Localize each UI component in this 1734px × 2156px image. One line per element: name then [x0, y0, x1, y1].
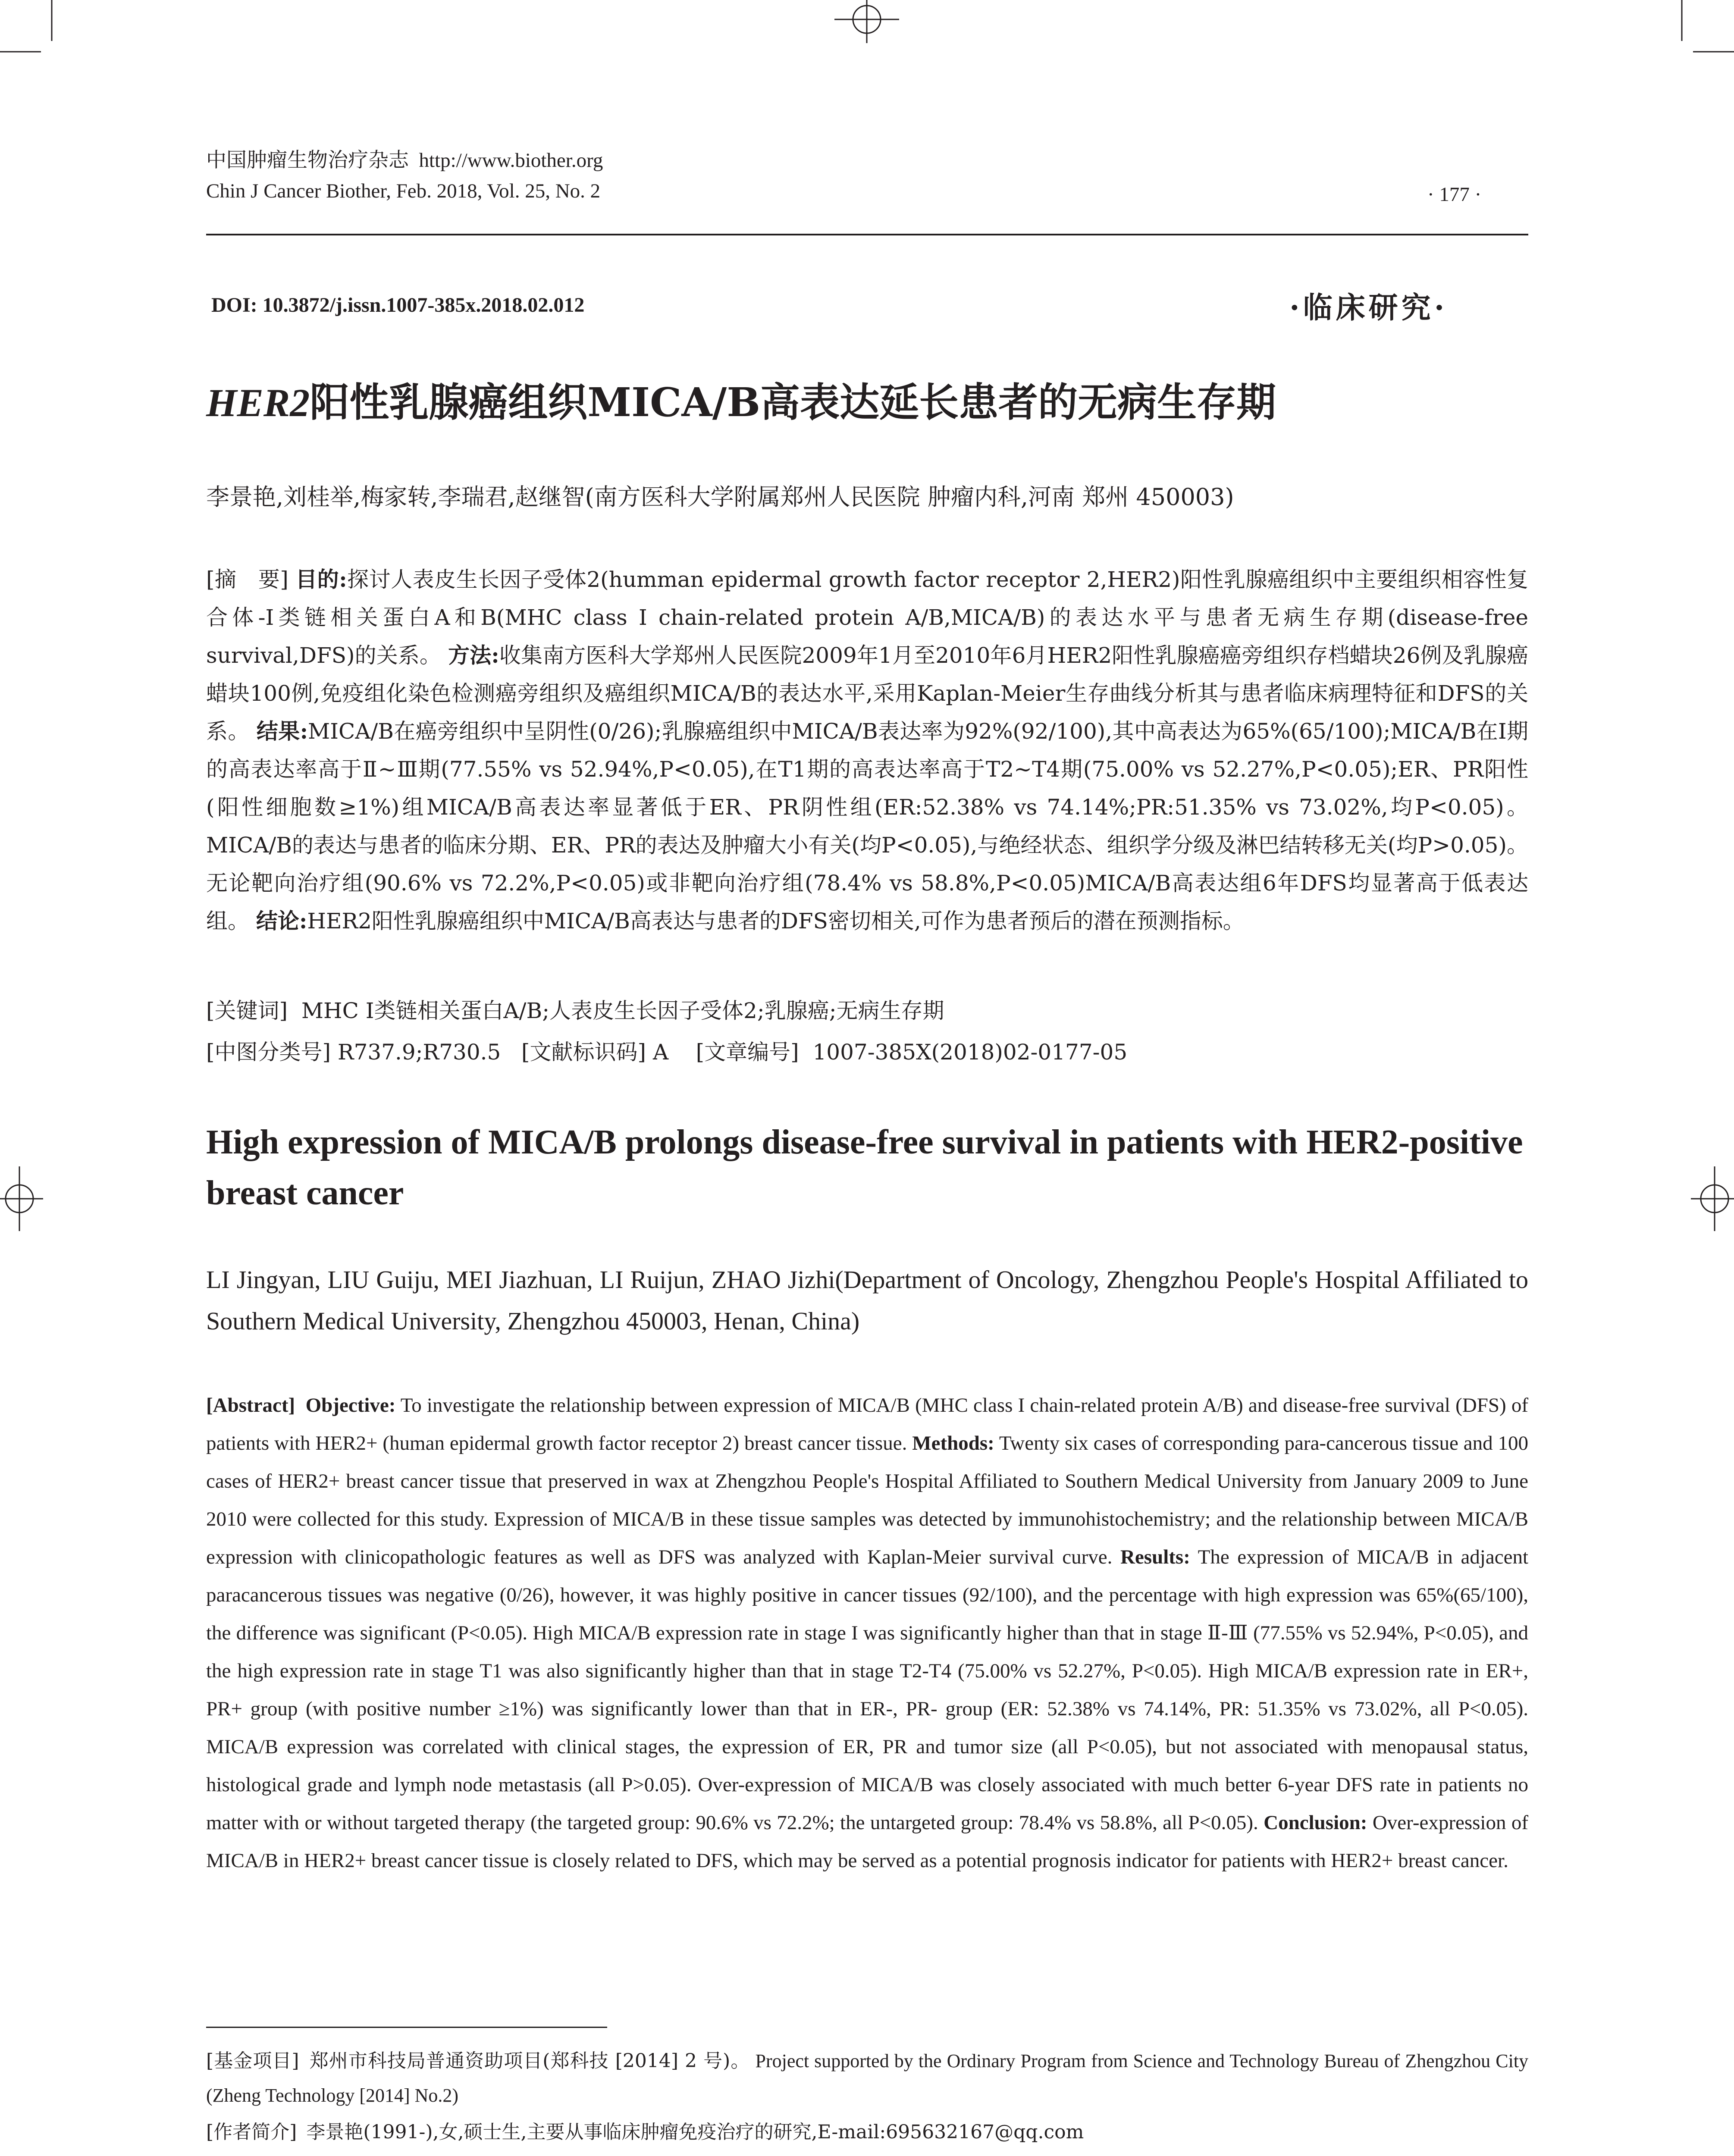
clc-label: [中图分类号] [206, 1040, 331, 1065]
en-methods: Twenty six cases of corresponding para-cancerous tissue and 100 cases of HER2+ breast cancer tissue that preserved in wax at Zhengzhou People's Hospital Affiliated to Southern Medical University from January 2009 to June 2010 were collected for this study. Expression of MICA/B in these tissue samples was detected by immunohistochemistry; and the relationship between MICA/B expression with clinicopathologic features as well as DFS was analyzed with Kaplan-Meier survival curve. [206, 1432, 1529, 1568]
fund-en: Project supported by the Ordinary Program from Science and Technology Bureau of Zhengzhou City (Zheng Technology [2014] No.2) [206, 2050, 1529, 2106]
cn-keywords-text: MHC I类链相关蛋白A/B;人表皮生长因子受体2;乳腺癌;无病生存期 [301, 998, 944, 1023]
en-abstract [206, 1386, 1528, 1880]
author-bio: 李景艳(1991-),女,硕士生,主要从事临床肿瘤免疫治疗的研究,E-mail:695632167@qq.com [306, 2121, 1084, 2143]
registration-mark-right [1691, 1166, 1734, 1231]
doi: DOI: 10.3872/j.issn.1007-385x.2018.02.012 [211, 294, 585, 317]
cn-keywords [206, 992, 1528, 1030]
cn-title-rest: 阳性乳腺癌组织MICA/B高表达延长患者的无病生存期 [310, 379, 1276, 426]
footnote-fund [206, 2044, 1528, 2113]
en-methods-label: Methods: [912, 1432, 994, 1454]
fund-label: [基金项目] [206, 2050, 299, 2072]
cn-classification [206, 1033, 1528, 1071]
cn-authors: 李景艳,刘桂举,梅家转,李瑞君,赵继智(南方医科大学附属郑州人民医院 肿瘤内科,河南 郑州 450003) [206, 483, 1234, 511]
doc-code-value: A [652, 1040, 669, 1065]
cn-abstract [206, 561, 1528, 940]
cn-results: MICA/B在癌旁组织中呈阴性(0/26);乳腺癌组织中MICA/B表达率为92%(92/100),其中高表达为65%(65/100);MICA/B在Ⅰ期的高表达率高于Ⅱ~Ⅲ期(77.55% vs 52.94%,P<0.05),在T1期的高表达率高于T2~T4期(75.00% vs 52.27%,P<0.05);ER、PR阳性(阳性细胞数≥1%)组MICA/B高表达率显著低于ER、PR阴性组(ER:52.38% vs 74.14%;PR:51.35% vs 73.02%,均P<0.05)。MICA/B的表达与患者的临床分期、ER、PR的表达及肿瘤大小有关(均P<0.05),与绝经状态、组织学分级及淋巴结转移无关(均P>0.05)。无论靶向治疗组(90.6% vs 72.2%,P<0.05)或非靶向治疗组(78.4% vs 58.8%,P<0.05)MICA/B高表达组6年DFS均显著高于低表达组。 [206, 719, 1529, 934]
doc-code-label: [文献标识码] [521, 1040, 646, 1065]
article-no-label: [文章编号] [696, 1040, 799, 1065]
en-conclusion: Over-expression of MICA/B in HER2+ breast cancer tissue is closely related to DFS, which may be served as a potential prognosis indicator for patients with HER2+ breast cancer. [206, 1811, 1528, 1872]
en-objective: To investigate the relationship between expression of MICA/B (MHC class I chain-related protein A/B) and disease-free survival (DFS) of patients with HER2+ (human epidermal growth factor receptor 2) breast cancer tissue. [206, 1394, 1529, 1454]
footnote-author [206, 2115, 1528, 2150]
fund-cn: 郑州市科技局普通资助项目(郑科技 [2014] 2 号)。 [309, 2050, 750, 2072]
section-tag: ·临床研究· [1289, 291, 1448, 325]
article-no-value: 1007-385X(2018)02-0177-05 [812, 1040, 1128, 1065]
cn-title [206, 371, 1276, 428]
cn-conclusion-label: 结论: [256, 908, 307, 934]
en-results: The expression of MICA/B in adjacent paracancerous tissues was negative (0/26), however, it was highly positive in cancer tissues (92/100), and the percentage with high expression was 65%(65/100), the difference was significant (P<0.05). High MICA/B expression rate in stage I was significantly higher than that in stage Ⅱ-Ⅲ (77.55% vs 52.94%, P<0.05), and the high expression rate in stage T1 was also significantly higher than that in stage T2-T4 (75.00% vs 52.27%, P<0.05). High MICA/B expression rate in ER+, PR+ group (with positive number ≥1%) was significantly lower than that in ER-, PR- group (ER: 52.38% vs 74.14%, PR: 51.35% vs 73.02%, all P<0.05). MICA/B expression was correlated with clinical stages, the expression of ER, PR and tumor size (all P<0.05), but not associated with menopausal status, histological grade and lymph node metastasis (all P>0.05). Over-expression of MICA/B was closely associated with much better 6-year DFS rate in patients no matter with or without targeted therapy (the targeted group: 90.6% vs 72.2%; the untargeted group: 78.4% vs 58.8%, all P<0.05). [206, 1546, 1529, 1834]
en-results-label: Results: [1120, 1546, 1190, 1568]
journal-en: Chin J Cancer Biother, Feb. 2018, Vol. 25, No. 2 [206, 180, 601, 203]
en-abstract-label: [Abstract] [206, 1394, 295, 1416]
cn-objective: 探讨人表皮生长因子受体2(humman epidermal growth factor receptor 2,HER2)阳性乳腺癌组织中主要组织相容性复合体-I类链相关蛋白A和B(MHC class I chain-related protein A/B,MICA/B)的表达水平与患者无病生存期(disease-free survival,DFS)的关系。 [206, 567, 1528, 668]
journal-url[interactable]: http://www.biother.org [419, 149, 603, 172]
en-objective-label: Objective: [305, 1394, 396, 1416]
en-title: High expression of MICA/B prolongs disease-free survival in patients with HER2-positive breast cancer [206, 1123, 1523, 1212]
page-number: · 177 · [1427, 183, 1482, 206]
cn-keywords-label: [关键词] [206, 998, 288, 1023]
en-conclusion-label: Conclusion: [1264, 1811, 1367, 1834]
en-authors: LI Jingyan, LIU Guiju, MEI Jiazhuan, LI Ruijun, ZHAO Jizhi(Department of Oncology, Zhengzhou People's Hospital Affiliated to Southern Medical University, Zhengzhou 450003, Henan, China) [206, 1266, 1528, 1335]
registration-mark-top [834, 0, 899, 43]
cn-objective-label: 目的: [295, 567, 347, 592]
journal-cn: 中国肿瘤生物治疗杂志 [206, 148, 409, 172]
footnote-corresponding [206, 2152, 1528, 2156]
cn-abstract-label: [摘 要] [206, 567, 288, 592]
cn-title-gene: HER2 [206, 381, 310, 425]
author-bio-label: [作者简介] [206, 2121, 297, 2143]
registration-mark-left [0, 1166, 43, 1231]
running-header [206, 147, 603, 205]
cn-methods-label: 方法: [448, 642, 499, 668]
clc-value: R737.9;R730.5 [337, 1040, 501, 1065]
footnote-rule [206, 2027, 607, 2028]
cn-conclusion: HER2阳性乳腺癌组织中MICA/B高表达与患者的DFS密切相关,可作为患者预后的潜在预测指标。 [307, 909, 1245, 934]
cn-methods: 收集南方医科大学郑州人民医院2009年1月至2010年6月HER2阳性乳腺癌癌旁组织存档蜡块26例及乳腺癌蜡块100例,免疫组化染色检测癌旁组织及癌组织MICA/B的表达水平,采用Kaplan-Meier生存曲线分析其与患者临床病理特征和DFS的关系。 [206, 643, 1528, 744]
cn-results-label: 结果: [256, 718, 308, 744]
header-rule [206, 234, 1528, 235]
